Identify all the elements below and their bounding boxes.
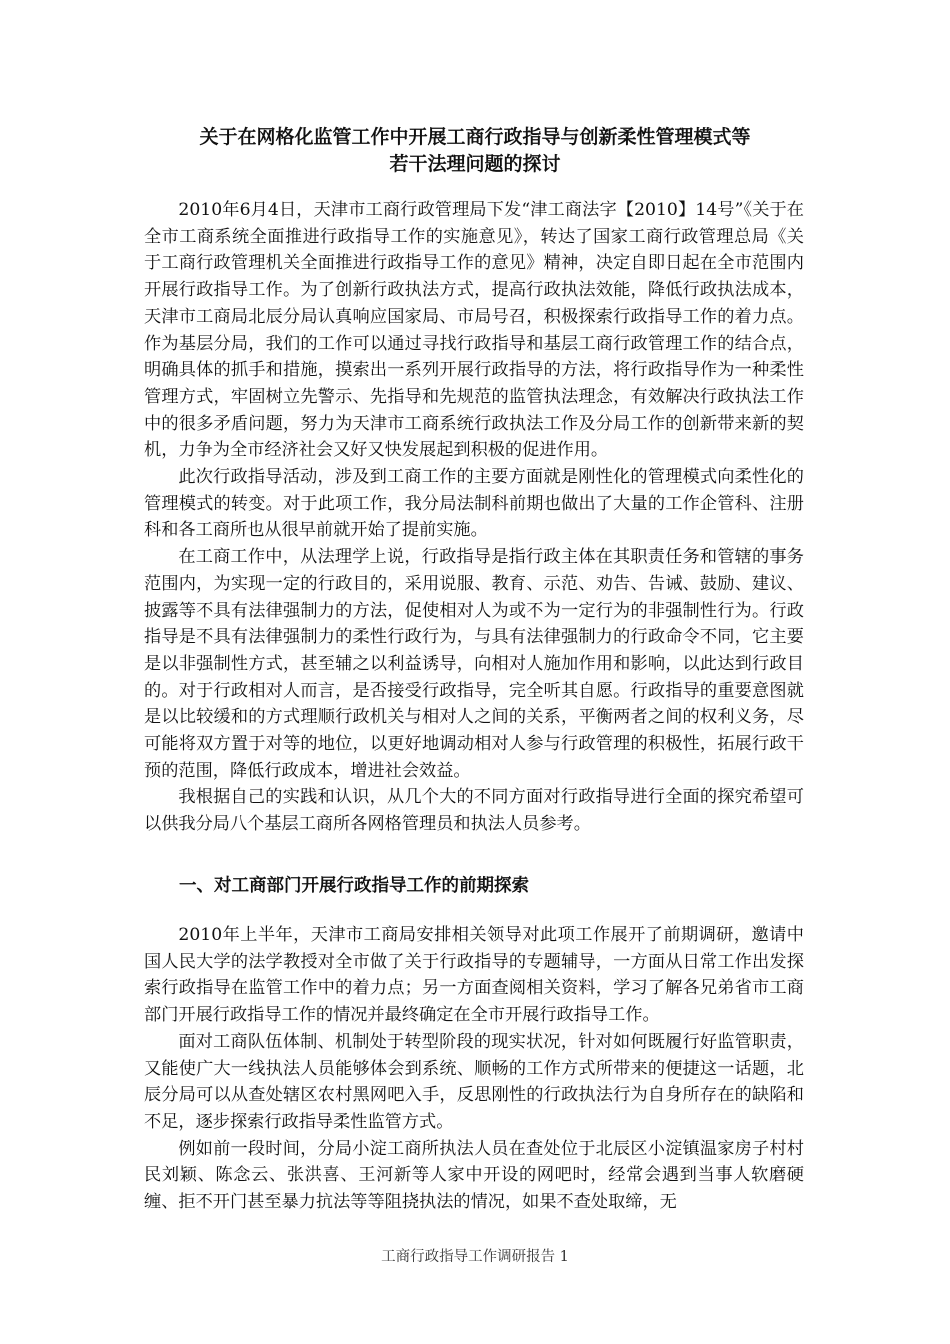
document-title-line-1: 关于在网格化监管工作中开展工商行政指导与创新柔性管理模式等 <box>199 126 751 148</box>
section-1-body <box>144 922 804 1216</box>
document-title-line-2: 若干法理问题的探讨 <box>389 153 561 175</box>
intro-paragraph-3: 在工商工作中，从法理学上说，行政指导是指行政主体在其职责任务和管辖的事务范围内，为实现一定的行政目的，采用说服、教育、示范、劝告、告诫、鼓励、建议、披露等不具有法律强制力的方法，促使相对人为或不为一定行为的非强制性行为。行政指导是不具有法律强制力的柔性行政行为，与具有法律强制力的行政命令不同，它主要是以非强制性方式，甚至辅之以利益诱导，向相对人施加作用和影响，以此达到行政目的。对于行政相对人而言，是否接受行政指导，完全听其自愿。行政指导的重要意图就是以比较缓和的方式理顺行政机关与相对人之间的关系，平衡两者之间的权利义务，尽可能将双方置于对等的地位，以更好地调动相对人参与行政管理的积极性，拓展行政干预的范围，降低行政成本，增进社会效益。 <box>144 547 804 781</box>
intro-paragraph-2: 此次行政指导活动，涉及到工商工作的主要方面就是刚性化的管理模式向柔性化的管理模式的转变。对于此项工作，我分局法制科前期也做出了大量的工作企管科、注册科和各工商所也从很早前就开始了提前实施。 <box>144 467 804 541</box>
section-1-paragraph-3: 例如前一段时间，分局小淀工商所执法人员在查处位于北辰区小淀镇温家房子村村民刘颖、陈念云、张洪喜、王河新等人家中开设的网吧时，经常会遇到当事人软磨硬缠、拒不开门甚至暴力抗法等等阻挠执法的情况，如果不查处取缔，无 <box>144 1138 804 1213</box>
intro-paragraph-4: 我根据自己的实践和认识，从几个大的不同方面对行政指导进行全面的探究希望可以供我分局八个基层工商所各网格管理员和执法人员参考。 <box>144 787 804 835</box>
intro-section <box>144 197 804 838</box>
page-footer: 工商行政指导工作调研报告 1 <box>381 1249 569 1265</box>
intro-paragraph-1: 2010年6月4日，天津市工商行政管理局下发“津工商法字【2010】14号”《关于在全市工商系统全面推进行政指导工作的实施意见》，转达了国家工商行政管理总局《关于工商行政管理机关全面推进行政指导工作的意见》精神，决定自即日起在全市范围内开展行政指导工作。为了创新行政执法方式，提高行政执法效能，降低行政执法成本，天津市工商局北辰分局认真响应国家局、市局号召，积极探索行政指导工作的着力点。作为基层分局，我们的工作可以通过寻找行政指导和基层工商行政管理工作的结合点，明确具体的抓手和措施，摸索出一系列开展行政指导的方法，将行政指导作为一种柔性管理方式，牢固树立先警示、先指导和先规范的监管执法理念，有效解决行政执法工作中的很多矛盾问题，努力为天津市工商系统行政执法工作及分局工作的创新带来新的契机，力争为全市经济社会又好又快发展起到积极的促进作用。 <box>144 200 804 461</box>
section-1-heading: 一、对工商部门开展行政指导工作的前期探索 <box>179 876 529 896</box>
section-1-paragraph-2: 面对工商队伍体制、机制处于转型阶段的现实状况，针对如何既履行好监管职责，又能使广大一线执法人员能够体会到系统、顺畅的工作方式所带来的便捷这一话题，北辰分局可以从查处辖区农村黑网吧入手，反思刚性的行政执法行为自身所存在的缺陷和不足，逐步探索行政指导柔性监管方式。 <box>144 1031 804 1132</box>
section-1-paragraph-1: 2010年上半年，天津市工商局安排相关领导对此项工作展开了前期调研，邀请中国人民大学的法学教授对全市做了关于行政指导的专题辅导，一方面从日常工作出发探索行政指导在监管工作中的着力点；另一方面查阅相关资料，学习了解各兄弟省市工商部门开展行政指导工作的情况并最终确定在全市开展行政指导工作。 <box>144 925 804 1026</box>
